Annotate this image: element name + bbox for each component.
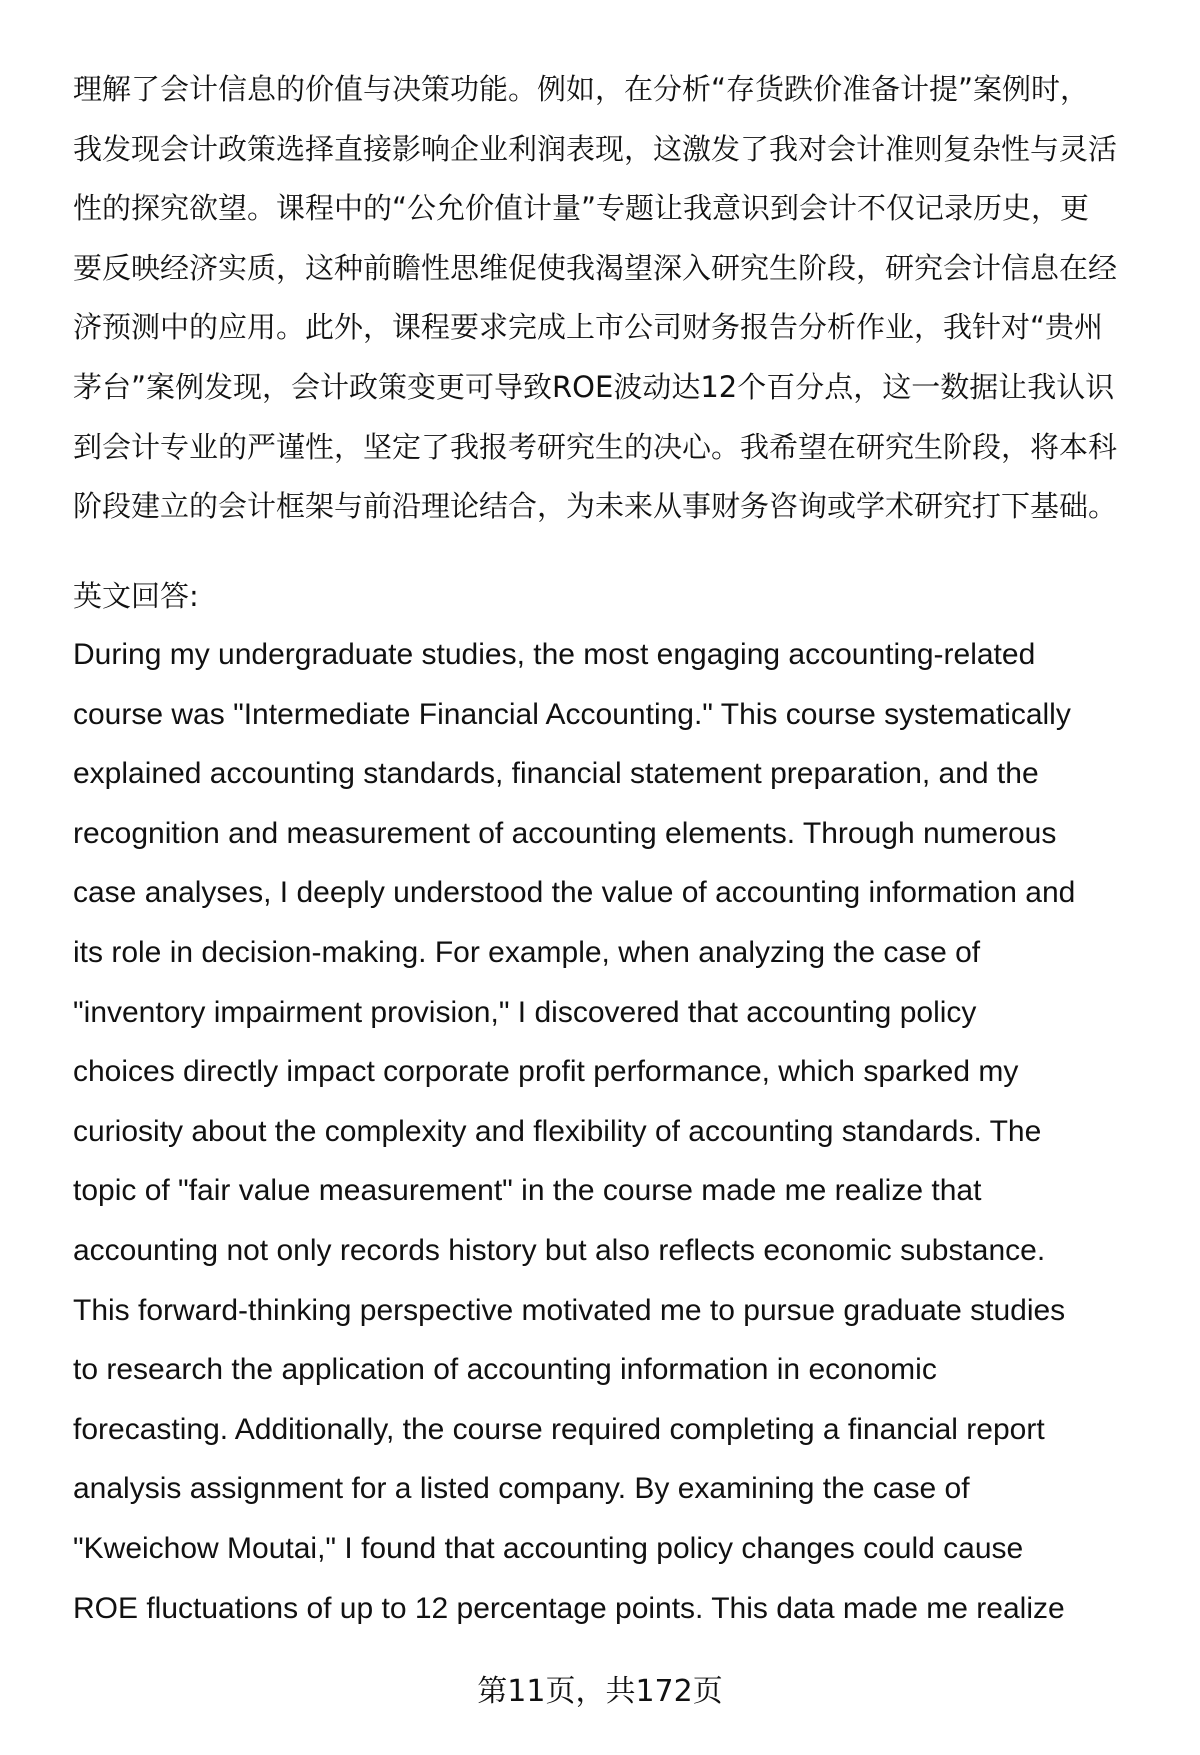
english-paragraph-line: case analyses, I deeply understood the value of accounting information and (73, 876, 1076, 910)
page-number-footer: 第11页，共172页 (477, 1674, 723, 1709)
english-paragraph-line: recognition and measurement of accounting elements. Through numerous (73, 816, 1057, 850)
english-answer-heading: 英文回答: (73, 579, 199, 613)
english-paragraph-line: curiosity about the complexity and flexibility of accounting standards. The (73, 1114, 1042, 1148)
chinese-paragraph-line: 理解了会计信息的价值与决策功能。例如，在分析“存货跌价准备计提”案例时， (73, 72, 1090, 106)
english-paragraph-line: choices directly impact corporate profit performance, which sparked my (73, 1055, 1019, 1089)
chinese-paragraph-line: 济预测中的应用。此外，课程要求完成上市公司财务报告分析作业，我针对“贵州 (73, 310, 1104, 345)
chinese-paragraph-line: 要反映经济实质，这种前瞻性思维促使我渴望深入研究生阶段，研究会计信息在经 (73, 250, 1118, 285)
english-paragraph-line: topic of "fair value measurement" in the course made me realize that (73, 1174, 982, 1208)
chinese-paragraph-line: 性的探究欲望。课程中的“公允价值计量”专题让我意识到会计不仅记录历史，更 (73, 191, 1090, 226)
english-paragraph-line: explained accounting standards, financial statement preparation, and the (73, 757, 1039, 791)
chinese-paragraph-line: 到会计专业的严谨性，坚定了我报考研究生的决心。我希望在研究生阶段，将本科 (73, 429, 1118, 464)
english-paragraph-line: accounting not only records history but also reflects economic substance. (73, 1234, 1046, 1267)
english-paragraph-line: course was "Intermediate Financial Accounting." This course systematically (73, 697, 1071, 731)
english-paragraph-line: its role in decision-making. For example, when analyzing the case of (73, 936, 981, 969)
chinese-paragraph-line: 茅台”案例发现，会计政策变更可导致ROE波动达12个百分点，这一数据让我认识 (73, 370, 1115, 404)
english-paragraph-line: "Kweichow Moutai," I found that accounting policy changes could cause (73, 1532, 1024, 1565)
chinese-paragraph-line: 阶段建立的会计框架与前沿理论结合，为未来从事财务咨询或学术研究打下基础。 (73, 489, 1118, 524)
english-paragraph-line: This forward-thinking perspective motivated me to pursue graduate studies (73, 1293, 1066, 1327)
chinese-paragraph-line: 我发现会计政策选择直接影响企业利润表现，这激发了我对会计准则复杂性与灵活 (73, 131, 1118, 166)
english-paragraph-line: to research the application of accounting information in economic (73, 1353, 937, 1387)
english-paragraph-line: analysis assignment for a listed company. By examining the case of (73, 1472, 970, 1506)
english-paragraph-line: ROE fluctuations of up to 12 percentage points. This data made me realize (73, 1591, 1065, 1625)
english-paragraph-line: "inventory impairment provision," I discovered that accounting policy (73, 995, 977, 1029)
english-paragraph-line: forecasting. Additionally, the course required completing a financial report (73, 1412, 1045, 1446)
english-paragraph-line: During my undergraduate studies, the most engaging accounting-related (73, 638, 1036, 671)
